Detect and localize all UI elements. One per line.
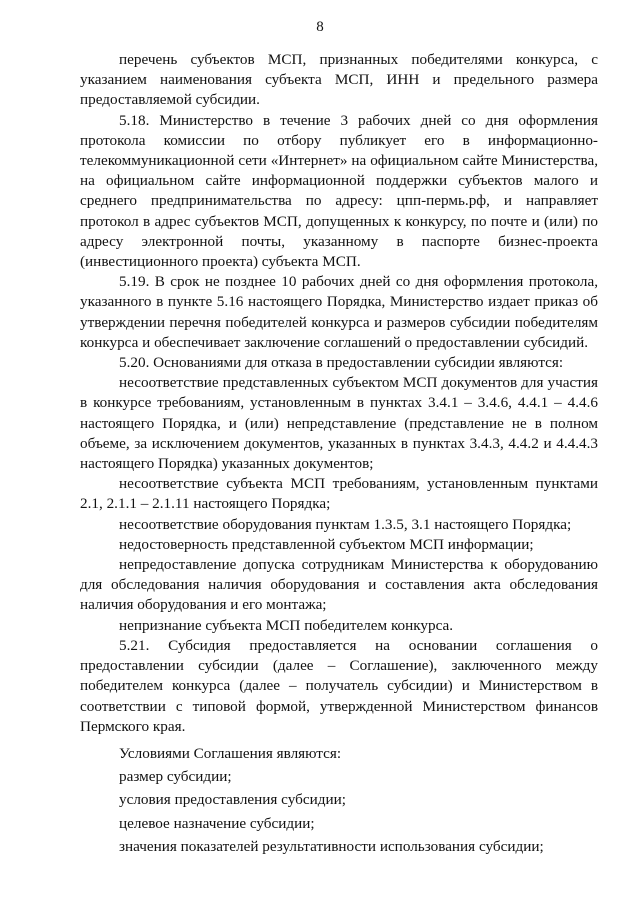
paragraph-5-20: 5.20. Основаниями для отказа в предоставлении субсидии являются: xyxy=(119,354,564,372)
list-item-performance-indicators: значения показателей результативности использования субсидии; xyxy=(119,837,544,855)
list-item-not-winner: непризнание субъекта МСП победителем конкурса. xyxy=(119,616,454,634)
list-item-subsidy-amount: размер субсидии; xyxy=(119,768,232,786)
list-item-unreliable-info: недостоверность представленной субъектом МСП информации; xyxy=(119,535,534,553)
paragraph-5-19: 5.19. В срок не позднее 10 рабочих дней со дня оформления протокола, указанного в пункте 5.16 настоящего Порядка, Министерство издает приказ об утверждении перечня победителей конкурса и размеров субсидии победителям конкурса и обеспечивает заключение соглашений о предоставлении субсидий. xyxy=(80,273,598,351)
list-item-subsidy-conditions: условия предоставления субсидии; xyxy=(119,791,346,809)
list-item-documents-mismatch: несоответствие представленных субъектом МСП документов для участия в конкурсе требованиям, установленным в пунктах 3.4.1 – 3.4.6, 4.4.1 – 4.4.6 настоящего Порядка, и (или) непредставление (представление не в полном объеме, за исключением документов, указанных в пунктах 3.4.3, 4.4.2 и 4.4.4.3 настоящего Порядка) указанных документов; xyxy=(80,374,598,473)
list-item-requirements-mismatch: несоответствие субъекта МСП требованиям, установленным пунктами 2.1, 2.1.1 – 2.1.11 настоящего Порядка; xyxy=(80,475,598,513)
list-item-no-access: непредоставление допуска сотрудникам Министерства к оборудованию для обследования наличия оборудования и составления акта обследования наличия оборудования и его монтажа; xyxy=(80,556,598,614)
paragraph-winners-list: перечень субъектов МСП, признанных победителями конкурса, с указанием наименования субъекта МСП, ИНН и предельного размера предоставляемой субсидии. xyxy=(80,51,598,109)
page-number: 8 xyxy=(316,19,324,35)
paragraph-5-21: 5.21. Субсидия предоставляется на основании соглашения о предоставлении субсидии (далее – Соглашение), заключенного между победителем конкурса (далее – получатель субсидии) и Министерством в соответствии с типовой формой, утвержденной Министерством финансов Пермского края. xyxy=(80,636,598,735)
document-body xyxy=(80,50,598,857)
list-item-subsidy-purpose: целевое назначение субсидии; xyxy=(119,814,315,832)
paragraph-5-18: 5.18. Министерство в течение 3 рабочих дней со дня оформления протокола комиссии по отбору публикует его в информационно-телекоммуникационной сети «Интернет» на официальном сайте Министерства, на официальном сайте информационной поддержки субъектов малого и среднего предпринимательства по адресу: цпп-пермь.рф, и направляет протокол в адрес субъектов МСП, допущенных к конкурсу, по почте и (или) по адресу электронной почты, указанному в паспорте бизнес-проекта (инвестиционного проекта) субъекта МСП. xyxy=(80,111,598,271)
list-item-equipment-mismatch: несоответствие оборудования пунктам 1.3.5, 3.1 настоящего Порядка; xyxy=(119,515,572,533)
paragraph-agreement-conditions: Условиями Соглашения являются: xyxy=(119,744,342,762)
